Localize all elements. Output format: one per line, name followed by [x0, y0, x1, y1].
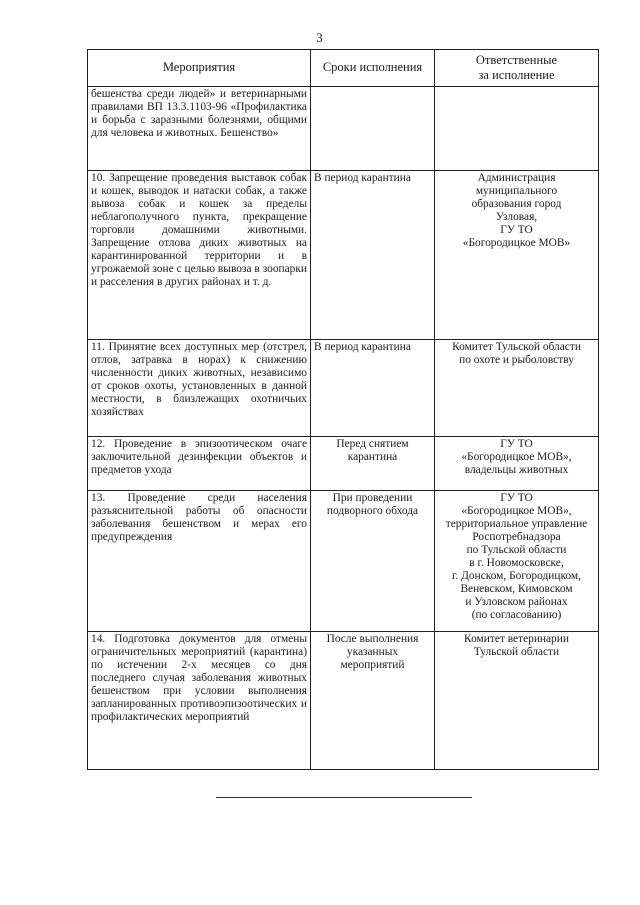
header-terms: Сроки исполнения [311, 50, 435, 87]
responsible-line: по охоте и рыболовству [459, 354, 574, 366]
header-responsible [435, 50, 599, 87]
header-actions: Мероприятия [88, 50, 311, 87]
responsible-line: Веневском, Кимовском [460, 583, 573, 595]
responsible-line: Тульской области [473, 646, 560, 658]
table-row [88, 491, 599, 632]
table-row [88, 632, 599, 770]
measures-table [87, 49, 599, 770]
row-term-cell: При проведении подворного обхода [311, 491, 435, 632]
responsible-line: муниципального [475, 185, 558, 197]
responsible-line: Узловая, [495, 211, 538, 223]
row-term-cell: После выполнения указанных мероприятий [311, 632, 435, 770]
table-header-row [88, 50, 599, 87]
responsible-line: и Узловском районах [465, 596, 568, 608]
responsible-line: по Тульской области [466, 544, 567, 556]
row-term-cell: В период карантина [311, 340, 435, 437]
page-number: 3 [316, 30, 324, 45]
responsible-line: территориальное управление [445, 518, 588, 530]
row-term-cell [311, 87, 435, 171]
table-row [88, 340, 599, 437]
responsible-line: в г. Новомосковске, [469, 557, 564, 569]
responsible-line: Администрация [477, 172, 556, 184]
row-action-cell: 10. Запрещение проведения выставок собак и кошек, выводок и натаски собак, а также вывоза собак и кошек за пределы неблагополучного пункта, прекращение торговли домашними животными. Запрещение отлова диких животных на карантинированной территории и в угрожаемой зоне с целью вывоза в зоопарки и расселения в других районах и т. д. [88, 171, 311, 340]
responsible-line: «Богородицкое МОВ», [461, 451, 572, 463]
responsible-line: Роспотребнадзора [472, 531, 561, 543]
table-row [88, 87, 599, 171]
responsible-line: Комитет Тульской области [452, 341, 581, 353]
closing-rule [216, 797, 472, 798]
row-responsible-cell [435, 632, 599, 770]
row-term-cell: Перед снятием карантина [311, 437, 435, 491]
responsible-line: владельцы животных [464, 464, 569, 476]
responsible-line: ГУ ТО [500, 224, 533, 236]
row-action-cell: бешенства среди людей» и ветеринарными правилами ВП 13.3.1103-96 «Профилактика и борьба с заразными болезнями, общими для человека и животных. Бешенство» [88, 87, 311, 171]
row-responsible-cell [435, 437, 599, 491]
responsible-line: Комитет ветеринарии [464, 633, 569, 645]
header-responsible-line2: за исполнение [478, 67, 555, 82]
responsible-line: «Богородицкое МОВ» [462, 237, 571, 249]
responsible-line: ГУ ТО [500, 438, 533, 450]
responsible-line: (по согласованию) [471, 609, 562, 621]
row-responsible-cell [435, 340, 599, 437]
row-action-cell: 11. Принятие всех доступных мер (отстрел, отлов, затравка в норах) к снижению численности диких животных, независимо от сроков охоты, установленных в данной местности, в близлежащих охотничьих хозяйствах [88, 340, 311, 437]
responsible-line: г. Донском, Богородицком, [452, 570, 581, 582]
responsible-line: «Богородицкое МОВ», [461, 505, 572, 517]
row-action-cell: 13. Проведение среди населения разъяснительной работы об опасности заболевания бешенством и мерах его предупреждения [88, 491, 311, 632]
row-action-cell: 12. Проведение в эпизоотическом очаге заключительной дезинфекции объектов и предметов ухода [88, 437, 311, 491]
row-term-cell: В период карантина [311, 171, 435, 340]
responsible-line: ГУ ТО [500, 492, 533, 504]
row-responsible-cell [435, 491, 599, 632]
table-row [88, 437, 599, 491]
table-row [88, 171, 599, 340]
responsible-line: образования город [471, 198, 562, 210]
header-responsible-line1: Ответственные [475, 52, 558, 67]
row-responsible-cell [435, 87, 599, 171]
row-responsible-cell [435, 171, 599, 340]
row-action-cell: 14. Подготовка документов для отмены ограничительных мероприятий (карантина) по истечении 2-х месяцев со дня последнего случая заболевания животных бешенством при условии выполнения запланированных противоэпизоотических и профилактических мероприятий [88, 632, 311, 770]
